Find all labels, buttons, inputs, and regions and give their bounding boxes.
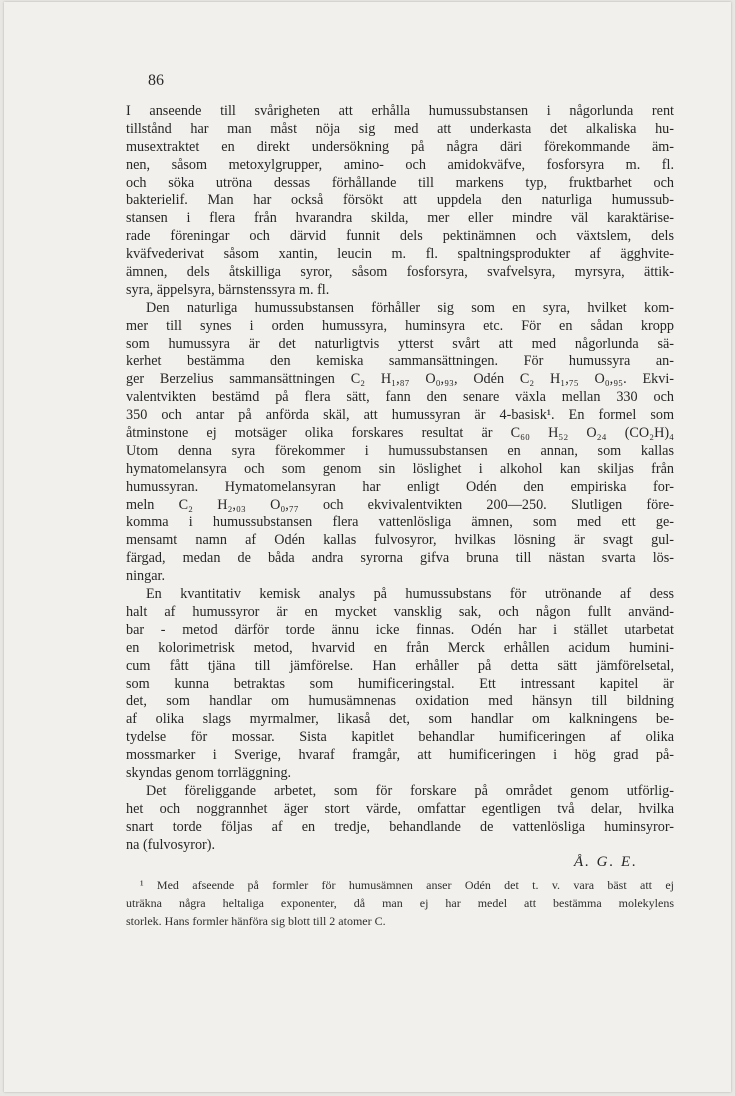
text-line: Utom denna syra förekommer i humussubstansen en annan, som kallas [126,442,674,459]
text-line: tydelse för mossar. Sista kapitlet behandlar humificeringen af olika [126,729,674,746]
footnote [126,878,674,932]
text-line: färgad, medan de båda andra syrorna gifva bruna till nästan svarta lös- [126,550,674,567]
document-page [4,2,731,1092]
text-line: bakterielif. Man har också försökt att uppdela den naturliga humussub- [126,192,674,209]
text-line: I anseende till svårigheten att erhålla humussubstansen i någorlunda rent [126,103,674,119]
text-line: af olika slags myrmalmer, likaså det, som handlar om kalkningens be- [126,711,674,728]
text-line: kväfvederivat såsom xantin, leucin m. fl. spaltningsprodukter af ägghvite- [126,246,674,263]
text-line: som kunna betraktas som humificeringstal. Ett intressant kapitel är [126,675,674,692]
text-line: mer till synes i orden humussyra, huminsyra etc. För en sådan kropp [126,317,674,334]
signature: Å. G. E. [574,854,638,870]
text-line: stansen i flera från hvarandra skilda, mer eller mindre väl karaktärise- [126,210,674,227]
text-line: syra, äppelsyra, bärnstenssyra m. fl. [126,281,330,298]
text-line: snart torde följas af en tredje, behandlande de vattenlösliga huminsyror- [126,818,674,835]
text-line: rade föreningar och därvid funnit dels pektinämnen och växtslem, dels [126,228,674,245]
text-line: meln C₂ H₂,₀₃ O₀,₇₇ och ekvivalentvikten 200—250. Slutligen före- [126,496,674,513]
text-line: ämnen, dels åtskilliga syror, såsom fosforsyra, svafvelsyra, myrsyra, ättik- [126,264,674,281]
text-line: kerhet bestämma den kemiska sammansättningen. För humussyra an- [126,353,674,370]
text-line: Den naturliga humussubstansen förhåller sig som en syra, hvilket kom- [146,299,674,316]
text-line: skyndas genom torrläggning. [126,764,292,781]
text-line: cum fått tjäna till jämförelse. Han erhåller på detta sätt jämförelsetal, [126,657,674,674]
text-line: det, som handlar om humusämnenas oxidation med hänsyn till bildning [126,693,674,710]
footnote-line: ¹ Med afseende på formler för humusämnen anser Odén det t. v. vara bäst att ej [140,878,674,892]
page-number: 86 [148,72,164,89]
text-line: halt af humussyror är en mycket vansklig sak, och någon fullt använd- [126,603,674,620]
text-line: som humussyra är det naturligtvis ytterst svårt att med någorlunda sä- [126,335,674,352]
text-line: mossmarker i Sverige, hvaraf framgår, att humificeringen i hög grad på- [126,747,674,764]
text-line: valentvikten bestämd på flera sätt, fann den senare växla mellan 330 och [126,389,674,406]
text-line: och söka utröna dessas förhållande till markens typ, fruktbarhet och [126,174,674,191]
text-line: bar - metod därför torde ännu icke finnas. Odén har i stället utarbetat [126,621,674,638]
body-text [126,103,674,854]
text-line: het och noggrannhet äger stort värde, omfattar egentligen två delar, hvilka [126,800,674,817]
text-line: ningar. [126,568,166,585]
footnote-line: uträkna några heltaliga exponenter, då man ej har medel att bestämma molekylens [126,895,674,910]
text-line: ger Berzelius sammansättningen C₂ H₁,₈₇ O₀,₉₃, Odén C₂ H₁,₇₅ O₀,₉₅. Ekvi- [126,371,674,388]
text-line: nen, såsom metoxylgrupper, amino- och amidokväfve, fosforsyra m. fl. [126,156,674,173]
text-line: En kvantitativ kemisk analys på humussubstans för utrönande af dess [146,586,674,603]
text-line: musextraktet en direkt undersökning på några däri förekommande äm- [126,138,674,155]
text-line: åtminstone ej motsäger olika forskares resultat är C₆₀ H₅₂ O₂₄ (CO₂H)₄ [126,425,674,442]
text-line: hymatomelansyra och som genom sin löslighet i alkohol kan skiljas från [126,460,674,477]
text-line: humussyran. Hymatomelansyran har enligt Odén den empiriska for- [126,478,674,495]
text-line: en kolorimetrisk metod, hvarvid en från Merck erhållen acidum humini- [126,639,674,656]
text-line: mensamt namn af Odén kallas fulvosyror, hvilkas lösning är svagt gul- [126,532,674,549]
text-line: komma i humussubstansen flera vattenlösliga ämnen, som med ett ge- [126,514,674,531]
text-line: Det föreliggande arbetet, som för forskare på området genom utförlig- [146,782,674,799]
text-line: 350 och antar på anförda skäl, att humussyran är 4-basisk¹. En formel som [126,407,674,424]
footnote-line: storlek. Hans formler hänföra sig blott till 2 atomer C. [126,913,386,928]
text-line: na (fulvosyror). [126,836,216,853]
text-line: tillstånd har man måst nöja sig med att underkasta det alkaliska hu- [126,120,674,137]
